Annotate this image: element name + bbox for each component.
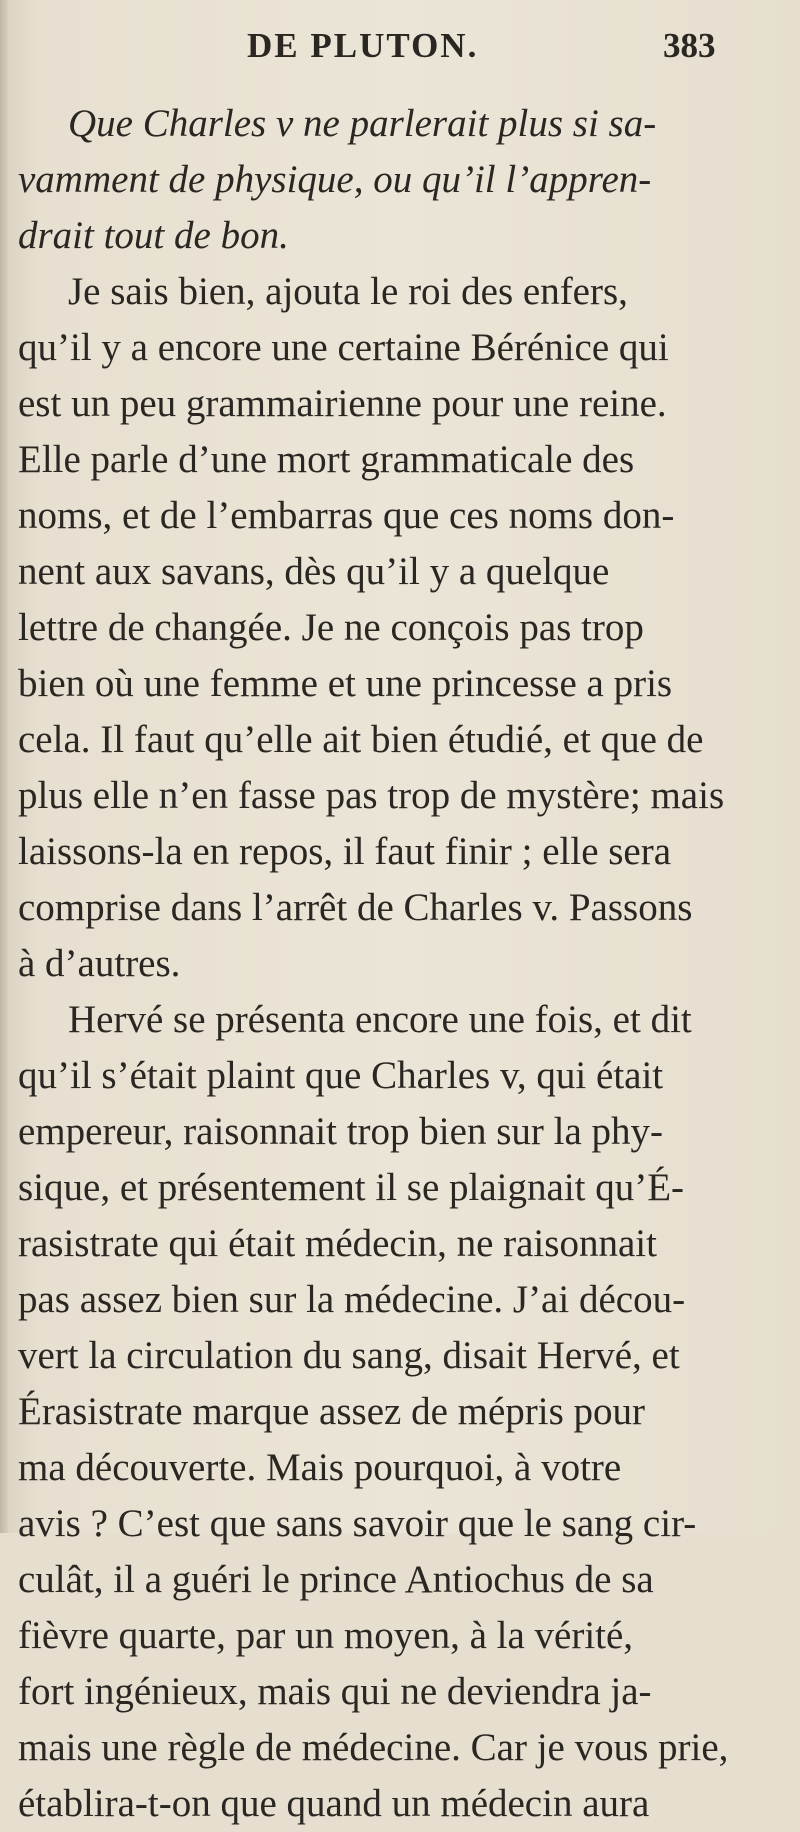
text-line: Hervé se présenta encore une fois, et dit	[68, 998, 692, 1041]
page-header	[0, 8, 800, 68]
text-line: plus elle n’en fasse pas trop de mystère; mais	[18, 774, 725, 817]
running-head: DE PLUTON.	[247, 26, 479, 65]
text-line: drait tout de bon.	[18, 214, 289, 257]
page-gutter-edge	[0, 0, 8, 1533]
text-line: fièvre quarte, par un moyen, à la vérité,	[18, 1614, 634, 1657]
text-line: ma découverte. Mais pourquoi, à votre	[18, 1446, 622, 1489]
text-line: noms, et de l’embarras que ces noms don-	[18, 494, 675, 537]
text-line: rasistrate qui était médecin, ne raisonnait	[18, 1222, 657, 1265]
text-line: fort ingénieux, mais qui ne deviendra ja-	[18, 1670, 652, 1713]
text-line: vert la circulation du sang, disait Hervé, et	[18, 1334, 680, 1377]
text-line: établira-t-on que quand un médecin aura	[18, 1782, 650, 1825]
text-line: à d’autres.	[18, 942, 181, 985]
text-line: sique, et présentement il se plaignait qu’É-	[18, 1166, 685, 1209]
text-line: est un peu grammairienne pour une reine.	[18, 382, 667, 425]
text-line: empereur, raisonnait trop bien sur la phy-	[18, 1110, 663, 1153]
text-line: nent aux savans, dès qu’il y a quelque	[18, 550, 610, 593]
text-line: Je sais bien, ajouta le roi des enfers,	[68, 270, 628, 313]
body-text	[18, 96, 778, 1832]
text-line: vamment de physique, ou qu’il l’appren-	[18, 158, 652, 201]
text-line: Elle parle d’une mort grammaticale des	[18, 438, 635, 481]
text-line: avis ? C’est que sans savoir que le sang cir-	[18, 1502, 697, 1545]
text-line: lettre de changée. Je ne conçois pas trop	[18, 606, 644, 649]
text-line: Érasistrate marque assez de mépris pour	[18, 1390, 646, 1433]
text-line: pas assez bien sur la médecine. J’ai décou-	[18, 1278, 686, 1321]
text-line: culât, il a guéri le prince Antiochus de sa	[18, 1558, 654, 1601]
page-number: 383	[663, 26, 716, 65]
text-line: mais une règle de médecine. Car je vous prie,	[18, 1726, 729, 1769]
text-line: bien où une femme et une princesse a pris	[18, 662, 673, 705]
text-line: comprise dans l’arrêt de Charles v. Passons	[18, 886, 693, 929]
text-line: Que Charles v ne parlerait plus si sa-	[68, 102, 657, 145]
text-line: laissons-la en repos, il faut finir ; elle sera	[18, 830, 672, 873]
text-line: cela. Il faut qu’elle ait bien étudié, et que de	[18, 718, 704, 761]
text-line: qu’il y a encore une certaine Bérénice qui	[18, 326, 669, 369]
text-line: qu’il s’était plaint que Charles v, qui était	[18, 1054, 664, 1097]
